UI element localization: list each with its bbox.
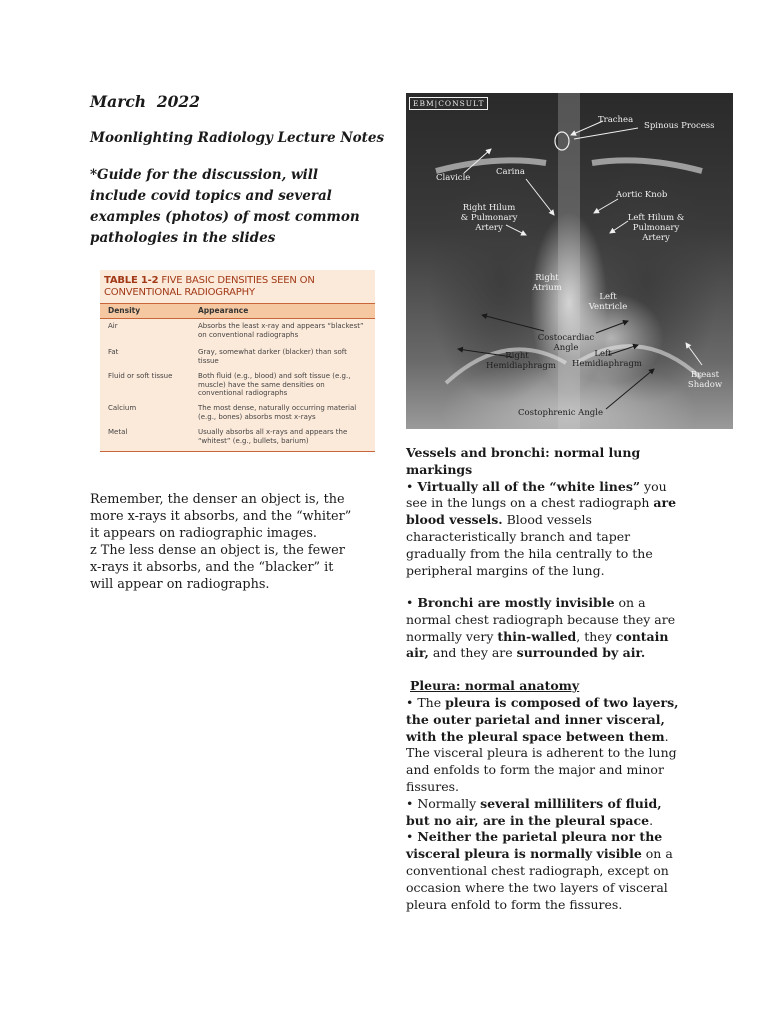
table-caption-text: FIVE BASIC DENSITIES SEEN ON CONVENTIONAL RADIOGRAPHY [104,275,315,298]
vessels-text-1: you see in the lungs on a chest radiograph [406,478,667,511]
bronchi-emphasis-2: thin-walled [497,628,577,644]
table-cell-density: Air [108,322,118,330]
pleura-paragraph-2 [406,796,681,830]
table-cell-density: Calcium [108,404,137,412]
label-left-hemidiaphragm: Left Hemidiaphragm [572,349,642,369]
vessels-heading: Vessels and bronchi: normal lung markings [406,445,641,477]
pleura-section [406,695,681,913]
arrow-carina [526,179,554,215]
table-col-density: Density [108,306,141,315]
density-explanation [90,491,360,593]
label-right-hemidiaphragm: Right Hemidiaphragm [486,351,556,371]
table-bottom-rule [100,451,375,452]
label-aortic-knob: Aortic Knob [616,190,668,200]
pleura-text-5: on a conventional chest radiograph, except on occasion where the two layers of visceral pleura enfold to form the fissures. [406,846,673,912]
left-clavicle [436,160,546,171]
table-cell-density: Fat [108,348,119,356]
pleura-text-1: . The visceral pleura is adherent to the lung and enfolds to form the major and minor fissures. [406,728,677,794]
table-cell-appearance: Gray, somewhat darker (blacker) than soft tissue [198,348,347,365]
table-header-row [100,303,375,319]
label-right-hilum: Right Hilum & Pulmonary Artery [460,203,518,233]
arrow-breast-shadow [686,343,702,365]
xray-annotations [406,93,733,429]
pleura-emphasis-1: pleura is composed of two layers, the outer parietal and inner visceral, with the pleural space between them [406,695,679,744]
pleura-text-0: • The [406,695,446,710]
density-table-image [100,270,375,452]
table-number: TABLE 1-2 [104,275,159,286]
pleura-emphasis-2: several milliliters of fluid, but no air, are in the pleural space [406,795,662,828]
vessels-emphasis-1: Virtually all of the “white lines” [417,478,641,494]
right-clavicle [592,160,702,171]
label-clavicle: Clavicle [436,173,471,183]
bullet: • [406,478,418,494]
page-title: Moonlighting Radiology Lecture Notes [90,130,385,146]
arrow-costophrenic [606,369,654,409]
arrow-costocardiac-right [482,315,544,331]
bronchi-emphasis-3: contain air, [406,628,669,661]
pleura-text-3: . [649,812,654,828]
pleura-paragraph-3 [406,829,681,913]
table-cell-density: Metal [108,428,128,436]
pleura-text-2: • Normally [406,795,481,811]
table-cell-appearance: Absorbs the least x-ray and appears “blackest” on conventional radiographs [198,322,364,339]
pleura-emphasis-3: Neither the parietal pleura nor the visceral pleura is normally visible [406,829,663,862]
label-breast-shadow: Breast Shadow [687,370,723,390]
arrow-aortic-knob [594,199,618,213]
pleura-heading: Pleura: normal anatomy [410,678,580,693]
guide-note: *Guide for the discussion, will include covid topics and several examples (photos) of most common pathologies in the slides [90,167,360,246]
label-costocardiac-angle: Costocardiac Angle [537,333,595,353]
arrow-costocardiac-left [596,321,628,333]
table-cell-appearance: Usually absorbs all x-rays and appears the “whitest” (e.g., bullets, barium) [198,428,348,445]
vessels-emphasis-2: are blood vessels. [406,495,677,528]
label-left-hilum: Left Hilum & Pulmonary Artery [627,213,685,243]
bronchi-text-2: , they [576,628,616,644]
table-caption [104,275,374,299]
chest-xray-image [406,93,733,429]
vessels-section [406,445,681,579]
bronchi-emphasis-4: surrounded by air. [516,645,646,661]
bronchi-text-3: and they are [428,645,517,661]
label-costophrenic-angle: Costophrenic Angle [518,408,603,418]
remember-paragraph: Remember, the denser an object is, the more x-rays it absorbs, and the “whiter” it appears on radiographic images. [90,492,352,541]
less-dense-paragraph: z The less dense an object is, the fewer x-rays it absorbs, and the “blacker” it will appear on radiographs. [90,543,345,592]
vessels-paragraph [406,479,681,580]
table-col-appearance: Appearance [198,306,249,315]
pleura-paragraph-1 [406,695,681,796]
label-spinous-process: Spinous Process [644,121,715,131]
bullet: • [406,595,418,610]
pleura-text-4: • [406,829,418,845]
ebm-consult-logo: EBM|CONSULT [409,97,488,110]
table-cell-appearance: The most dense, naturally occurring material (e.g., bones) absorbs most x-rays [198,404,357,421]
label-trachea: Trachea [598,115,634,125]
table-cell-appearance: Both fluid (e.g., blood) and soft tissue (e.g., muscle) have the same densities on conventional radiographs [198,372,351,397]
table-cell-density: Fluid or soft tissue [108,372,173,380]
label-left-ventricle: Left Ventricle [588,292,628,312]
vessels-text-2: Blood vessels characteristically branch and taper gradually from the hila centrally to the peripheral margins of the lung. [406,512,653,578]
bronchi-paragraph [406,595,681,662]
page-date: March 2022 [90,92,201,111]
label-carina: Carina [496,167,525,177]
label-right-atrium: Right Atrium [532,273,562,293]
bronchi-text-1: on a normal chest radiograph because they are normally very [406,595,676,644]
bronchi-emphasis-1: Bronchi are mostly invisible [417,595,615,610]
